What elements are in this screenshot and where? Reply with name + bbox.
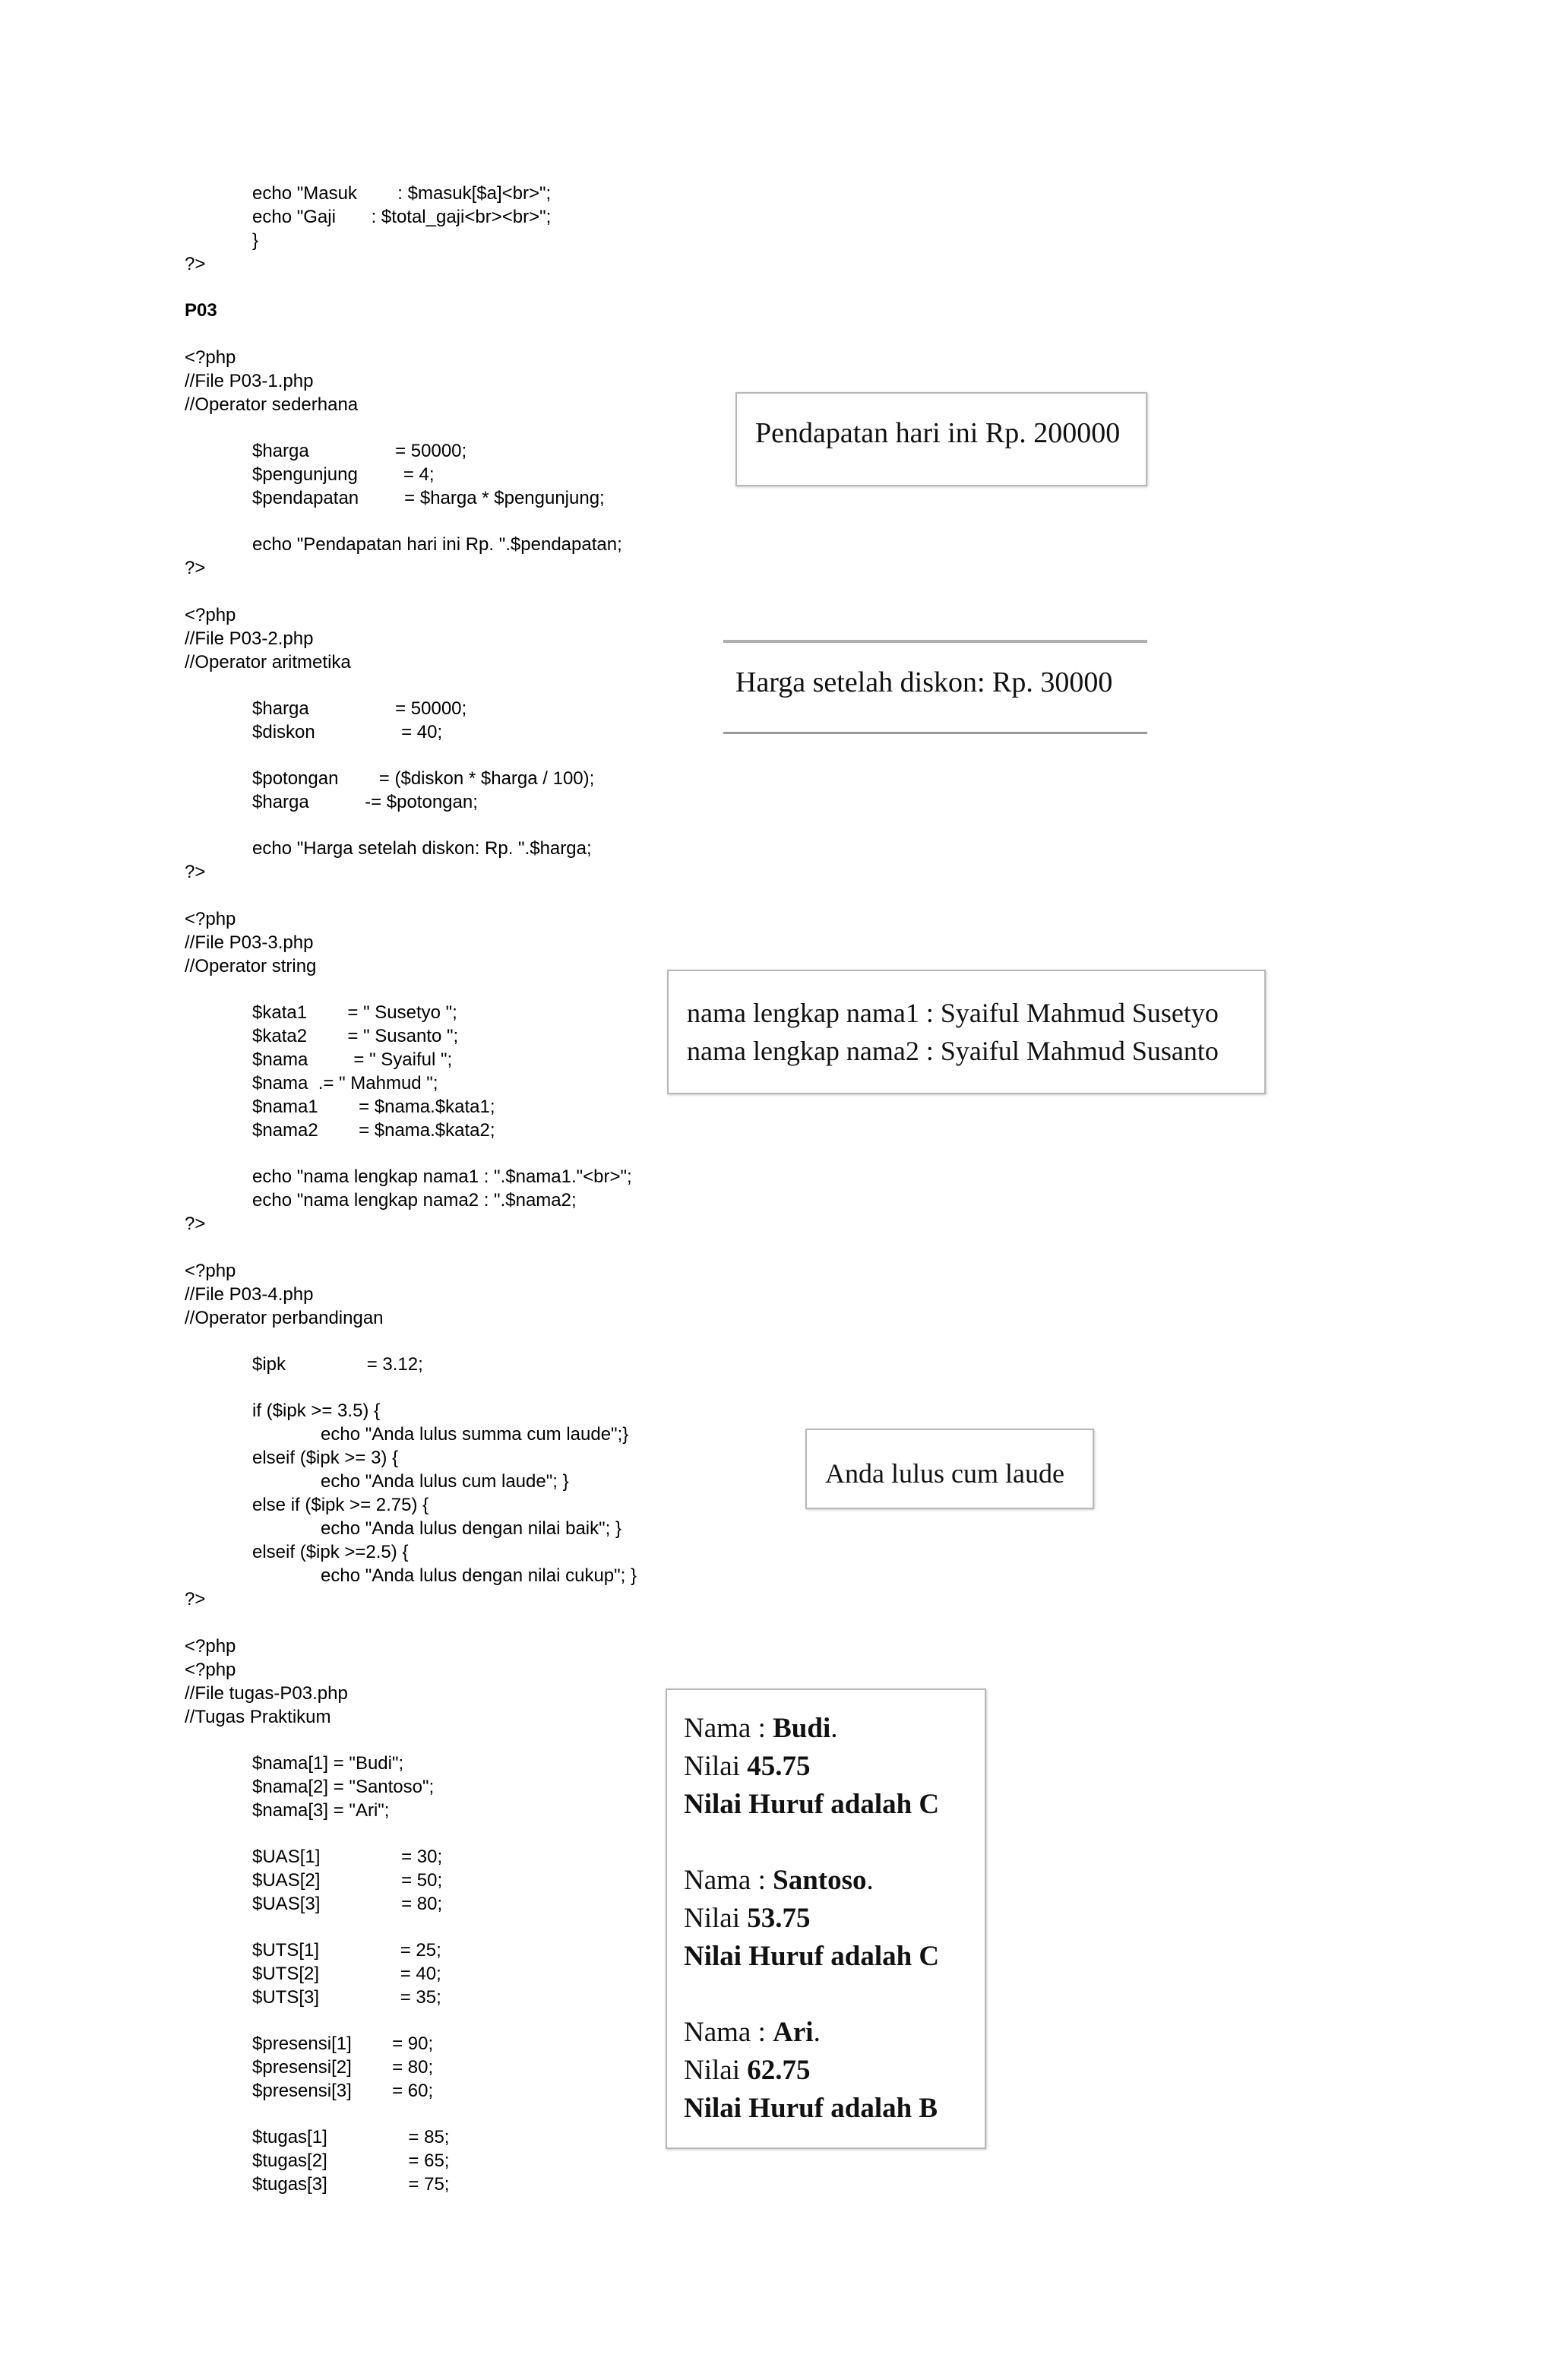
code-line: //File P03-1.php: [185, 371, 314, 391]
output-line: Nilai 45.75: [684, 1751, 811, 1782]
output-line: Nama : Santoso.: [684, 1865, 874, 1896]
code-line: <?php: [185, 347, 236, 368]
code-line: <?php: [185, 909, 236, 929]
student-name: Budi: [773, 1713, 831, 1744]
output-text: Harga setelah diskon: Rp. 30000: [735, 666, 1113, 698]
code-line: //Operator perbandingan: [185, 1308, 384, 1328]
code-line: $diskon = 40;: [252, 722, 443, 742]
student-name: Santoso: [773, 1865, 867, 1896]
spacer: [684, 1824, 985, 1862]
tugas-block-1: [684, 1710, 985, 1824]
code-line: if ($ipk >= 3.5) {: [252, 1400, 381, 1421]
output-line: Nilai 53.75: [684, 1903, 811, 1934]
code-line: $UTS[2] = 40;: [252, 1964, 441, 1984]
code-line: $kata2 = " Susanto ";: [252, 1026, 459, 1046]
code-line: $harga -= $potongan;: [252, 792, 478, 812]
code-line: $tugas[2] = 65;: [252, 2151, 450, 2171]
code-line: <?php: [185, 1660, 236, 1680]
code-line: ?>: [185, 558, 206, 578]
code-line: ?>: [185, 862, 206, 882]
output-line: nama lengkap nama1 : Syaiful Mahmud Susetyo: [687, 998, 1219, 1028]
spacer: [684, 1976, 985, 2014]
code-line: echo "Pendapatan hari ini Rp. ".$pendapatan;: [252, 534, 622, 555]
code-line: }: [252, 230, 259, 251]
output-line: [684, 1938, 985, 1976]
code-line: //File P03-3.php: [185, 932, 314, 953]
code-line: $UAS[3] = 80;: [252, 1894, 443, 1914]
code-line: $presensi[1] = 90;: [252, 2033, 434, 2054]
output-screenshot-p03-3: [667, 970, 1266, 1094]
output-line: [684, 2090, 985, 2128]
code-line: $nama = " Syaiful ";: [252, 1049, 453, 1070]
code-line: //File tugas-P03.php: [185, 1683, 348, 1704]
output-screenshot-tugas: [666, 1688, 986, 2149]
section-heading: P03: [185, 300, 217, 321]
code-line: ?>: [185, 1589, 206, 1609]
code-line: //Operator aritmetika: [185, 652, 351, 673]
code-line: ?>: [185, 1214, 206, 1234]
output-screenshot-p03-2: [723, 640, 1147, 734]
code-line: $tugas[1] = 85;: [252, 2127, 450, 2147]
code-line: echo "nama lengkap nama1 : ".$nama1."<br>";: [252, 1166, 632, 1187]
code-line: $kata1 = " Susetyo ";: [252, 1002, 457, 1023]
code-line: $harga = 50000;: [252, 441, 467, 461]
code-line: //Operator sederhana: [185, 394, 359, 415]
code-line: echo "Masuk : $masuk[$a]<br>";: [252, 183, 552, 204]
code-line: $UTS[1] = 25;: [252, 1940, 441, 1961]
code-line: echo "Anda lulus dengan nilai cukup"; }: [321, 1565, 637, 1586]
tugas-block-3: [684, 2014, 985, 2128]
code-line: $UTS[3] = 35;: [252, 1987, 441, 2008]
student-score: 62.75: [747, 2055, 811, 2086]
output-line: Nama : Budi.: [684, 1713, 838, 1744]
code-line: $nama[2] = "Santoso";: [252, 1777, 435, 1797]
code-line: //File P03-4.php: [185, 1284, 314, 1305]
code-line: $nama[1] = "Budi";: [252, 1753, 404, 1774]
code-line: $UAS[2] = 50;: [252, 1870, 443, 1891]
code-line: //Operator string: [185, 956, 317, 976]
code-line: ?>: [185, 254, 206, 274]
code-line: $nama2 = $nama.$kata2;: [252, 1120, 495, 1141]
code-line: $nama1 = $nama.$kata1;: [252, 1097, 495, 1117]
code-line: elseif ($ipk >=2.5) {: [252, 1542, 409, 1562]
output-line: Nama : Ari.: [684, 2017, 821, 2048]
letter-grade: Nilai Huruf adalah C: [684, 1789, 940, 1820]
output-text: Anda lulus cum laude: [825, 1458, 1064, 1489]
code-line: echo "nama lengkap nama2 : ".$nama2;: [252, 1190, 577, 1211]
code-line: else if ($ipk >= 2.75) {: [252, 1495, 429, 1515]
student-name: Ari: [773, 2017, 814, 2048]
output-line: nama lengkap nama2 : Syaiful Mahmud Susanto: [687, 1036, 1219, 1066]
code-line: $pengunjung = 4;: [252, 464, 435, 485]
code-line: $presensi[2] = 80;: [252, 2057, 434, 2078]
code-line: $nama[3] = "Ari";: [252, 1800, 390, 1821]
code-line: $potongan = ($diskon * $harga / 100);: [252, 768, 595, 789]
code-line: $pendapatan = $harga * $pengunjung;: [252, 488, 605, 508]
code-line: //File P03-2.php: [185, 628, 314, 649]
letter-grade: Nilai Huruf adalah B: [684, 2093, 938, 2124]
output-text: Pendapatan hari ini Rp. 200000: [755, 417, 1121, 449]
code-line: echo "Gaji : $total_gaji<br><br>";: [252, 207, 552, 227]
code-line: echo "Anda lulus dengan nilai baik"; }: [321, 1518, 621, 1539]
output-screenshot-p03-1: [735, 392, 1147, 486]
code-line: $presensi[3] = 60;: [252, 2081, 434, 2101]
code-line: echo "Harga setelah diskon: Rp. ".$harga;: [252, 838, 592, 859]
letter-grade: Nilai Huruf adalah C: [684, 1941, 940, 1972]
code-line: elseif ($ipk >= 3) {: [252, 1448, 399, 1468]
code-line: <?php: [185, 1261, 236, 1281]
tugas-block-2: [684, 1862, 985, 1976]
code-line: //Tugas Praktikum: [185, 1707, 331, 1727]
output-line: [684, 1786, 985, 1824]
code-line: $UAS[1] = 30;: [252, 1847, 443, 1867]
code-line: $tugas[3] = 75;: [252, 2174, 450, 2195]
code-line: $ipk = 3.12;: [252, 1354, 423, 1375]
output-line: Nilai 62.75: [684, 2055, 811, 2086]
code-line: echo "Anda lulus cum laude"; }: [321, 1471, 569, 1492]
code-line: <?php: [185, 605, 236, 625]
code-line: $harga = 50000;: [252, 698, 467, 719]
code-line: echo "Anda lulus summa cum laude";}: [321, 1424, 629, 1445]
output-screenshot-p03-4: [805, 1429, 1094, 1509]
code-line: <?php: [185, 1636, 236, 1657]
student-score: 45.75: [747, 1751, 811, 1782]
student-score: 53.75: [747, 1903, 811, 1934]
code-line: $nama .= " Mahmud ";: [252, 1073, 438, 1093]
